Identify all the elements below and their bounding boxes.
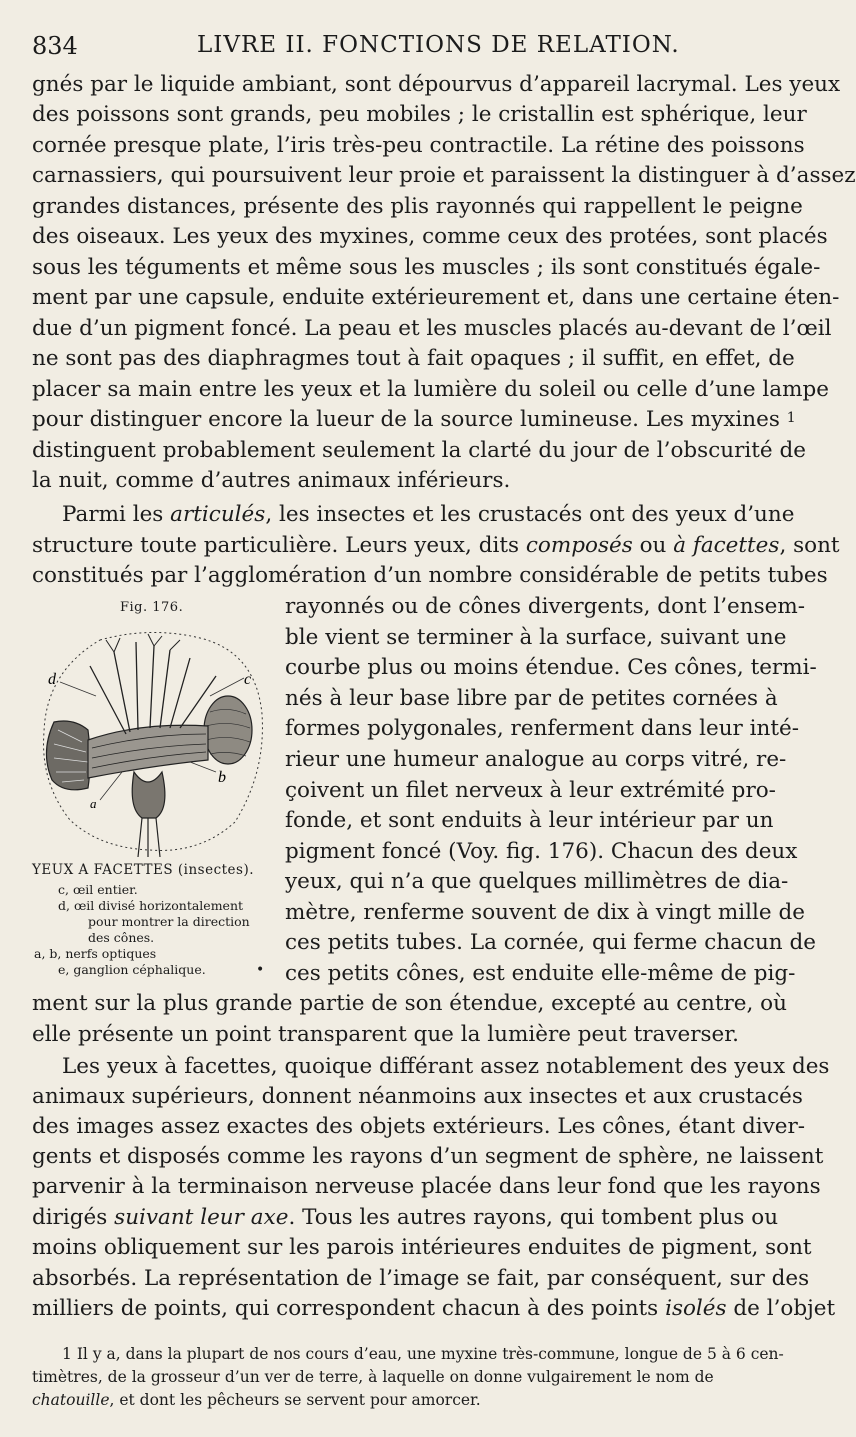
text-line: des images assez exactes des objets extérieurs. Les cônes, étant diver- [32,1114,806,1139]
text-line [62,500,795,530]
text-line: parvenir à la terminaison nerveuse placée dans leur fond que les rayons [32,1174,821,1199]
italic-term: isolés [665,1296,727,1321]
footnote-line: timètres, de la grosseur d’un ver de terre, à laquelle on donne vulgairement le nom de [32,1368,714,1386]
text-span: . Tous les autres rayons, qui tombent plus ou [288,1205,779,1230]
text-line: ces petits cônes, est enduite elle-même de pig- [285,961,796,986]
text-span: , et dont les pêcheurs se servent pour amorcer. [109,1391,481,1409]
text-span: , sont [779,533,840,558]
legend-item: pour montrer la direction [88,914,250,929]
legend-item: des cônes. [88,930,155,945]
legend-item: e, ganglion céphalique. [58,962,206,977]
text-line: ble vient se terminer à la surface, suivant une [285,625,787,650]
label-b: b [218,769,226,786]
text-line: due d’un pigment foncé. La peau et les muscles placés au-devant de l’œil [32,316,832,341]
text-line: elle présente un point transparent que la lumière peut traverser. [32,1022,739,1047]
bullet-mark: • [256,962,265,978]
legend-item: d, œil divisé horizontalement [58,898,244,913]
legend-item: c, œil entier. [58,882,138,897]
running-head: LIVRE II. FONCTIONS DE RELATION. [197,32,680,58]
footnote-number: 1 [62,1345,72,1363]
text-line: fonde, et sont enduits à leur intérieur par un [285,808,774,833]
text-span: , les insectes et les crustacés ont des yeux d’une [265,502,795,527]
text-line: des poissons sont grands, peu mobiles ; le cristallin est sphérique, leur [32,102,807,127]
insect-eyes-illustration [30,622,274,857]
text-line: distinguent probablement seulement la clarté du jour de l’obscurité de [32,438,806,463]
label-a: a [90,796,97,811]
text-line: carnassiers, qui poursuivent leur proie et paraissent la distinguer à d’assez [32,163,856,188]
text-line: sous les téguments et même sous les muscles ; ils sont constitués égale- [32,255,821,280]
label-c: c [244,671,252,688]
text-line: courbe plus ou moins étendue. Ces cônes, termi- [285,655,817,680]
text-line: mètre, renferme souvent de dix à vingt mille de [285,900,805,925]
text-span: Il y a, dans la plupart de nos cours d’eau, une myxine très-commune, longue de 5 à 6 cen- [76,1345,784,1363]
italic-term: chatouille [32,1391,110,1409]
text-line: ces petits tubes. La cornée, qui ferme chacun de [285,930,816,955]
text-span: dirigés [32,1205,115,1230]
text-line: constitués par l’agglomération d’un nombre considérable de petits tubes [32,563,828,588]
text-span: structure toute particulière. Leurs yeux, dits [32,533,526,558]
text-line: des oiseaux. Les yeux des myxines, comme ceux des protées, sont placés [32,224,828,249]
text-line: absorbés. La représentation de l’image se fait, par conséquent, sur des [32,1266,810,1291]
text-line: ne sont pas des diaphragmes tout à fait opaques ; il suffit, en effet, de [32,346,795,371]
figure-label: Fig. 176. [120,600,184,615]
text-line: yeux, qui n’a que quelques millimètres de dia- [285,869,789,894]
text-line: çoivent un filet nerveux à leur extrémité pro- [285,778,776,803]
text-line: gents et disposés comme les rayons d’un segment de sphère, ne laissent [32,1144,824,1169]
page-number: 834 [32,32,78,60]
text-line: nés à leur base libre par de petites cornées à [285,686,778,711]
text-line [32,405,796,435]
footnote-line [62,1342,784,1366]
text-line: grandes distances, présente des plis rayonnés qui rappellent le peigne [32,194,803,219]
label-d: d [48,671,56,688]
text-line: rayonnés ou de cônes divergents, dont l’ensem- [285,594,806,619]
text-line: formes polygonales, renferment dans leur inté- [285,716,800,741]
text-line: moins obliquement sur les parois intérieures enduites de pigment, sont [32,1235,812,1260]
text-line: placer sa main entre les yeux et la lumière du soleil ou celle d’une lampe [32,377,829,402]
text-span: de l’objet [726,1296,836,1321]
page-header [32,30,772,64]
figure-caption-title: YEUX A FACETTES (insectes). [32,862,255,878]
legend-item: a, b, nerfs optiques [34,946,157,961]
text-line [32,1203,779,1233]
italic-term: suivant leur axe [114,1205,289,1230]
footnote-marker: 1 [786,410,796,426]
text-span: Parmi les [62,502,171,527]
text-span: pour distinguer encore la lueur de la source lumineuse. Les myxines [32,407,780,432]
text-line [32,531,840,561]
text-line: Les yeux à facettes, quoique différant assez notablement des yeux des [62,1054,830,1079]
footnote-line [32,1388,770,1412]
text-line: la nuit, comme d’autres animaux inférieurs. [32,468,511,493]
text-line: animaux supérieurs, donnent néanmoins aux insectes et aux crustacés [32,1084,803,1109]
text-span: ou [632,533,674,558]
text-line: cornée presque plate, l’iris très-peu contractile. La rétine des poissons [32,133,805,158]
text-line [32,1294,836,1324]
italic-term: articulés [170,502,266,527]
text-line: pigment foncé (Voy. fig. 176). Chacun des deux [285,839,798,864]
figure-176 [30,600,274,985]
italic-term: à facettes [673,533,780,558]
text-line: ment par une capsule, enduite extérieurement et, dans une certaine éten- [32,285,840,310]
text-line: ment sur la plus grande partie de son étendue, excepté au centre, où [32,991,787,1016]
text-line: gnés par le liquide ambiant, sont dépourvus d’appareil lacrymal. Les yeux [32,72,841,97]
text-span: milliers de points, qui correspondent chacun à des points [32,1296,666,1321]
italic-term: composés [525,533,633,558]
text-line: rieur une humeur analogue au corps vitré, re- [285,747,787,772]
